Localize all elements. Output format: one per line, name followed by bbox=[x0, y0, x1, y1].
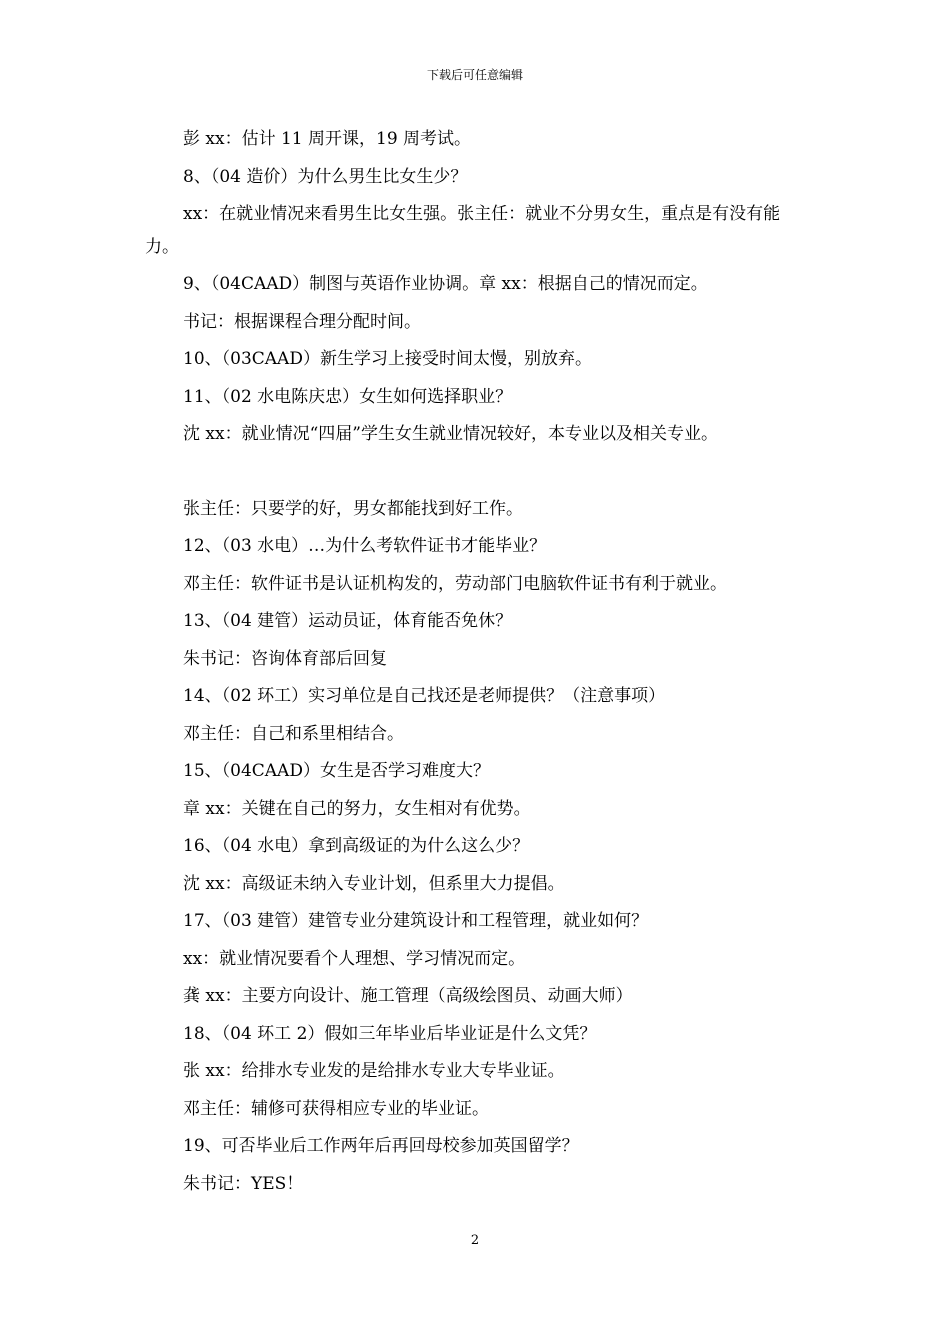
paragraph: 18、（04 环工 2）假如三年毕业后毕业证是什么文凭？ bbox=[183, 1023, 597, 1044]
paragraph: 朱书记：YES！ bbox=[183, 1173, 304, 1194]
paragraph: 11、（02 水电陈庆忠）女生如何选择职业？ bbox=[183, 386, 513, 407]
paragraph: 邓主任：辅修可获得相应专业的毕业证。 bbox=[183, 1098, 489, 1119]
paragraph: 13、（04 建管）运动员证，体育能否免休？ bbox=[183, 611, 513, 631]
paragraph: 沈 xx：高级证未纳入专业计划，但系里大力提倡。 bbox=[183, 873, 565, 894]
paragraph: 16、（04 水电）拿到高级证的为什么这么少？ bbox=[183, 836, 530, 856]
paragraph: 邓主任：软件证书是认证机构发的，劳动部门电脑软件证书有利于就业。 bbox=[183, 573, 727, 594]
document-body bbox=[145, 121, 810, 1203]
paragraph: 章 xx：关键在自己的努力，女生相对有优势。 bbox=[183, 798, 531, 819]
paragraph: 邓主任：自己和系里相结合。 bbox=[183, 723, 404, 744]
paragraph: xx：在就业情况来看男生比女生强。张主任：就业不分男女生，重点是有没有能力。 bbox=[145, 204, 781, 257]
paragraph: 张 xx：给排水专业发的是给排水专业大专毕业证。 bbox=[183, 1061, 565, 1081]
paragraph: 9、（04CAAD）制图与英语作业协调。章 xx：根据自己的情况而定。 bbox=[183, 274, 708, 294]
paragraph: 彭 xx：估计 11 周开课，19 周考试。 bbox=[183, 129, 472, 149]
paragraph: xx：就业情况要看个人理想、学习情况而定。 bbox=[183, 948, 526, 969]
paragraph: 12、（03 水电）…为什么考软件证书才能毕业？ bbox=[183, 536, 547, 556]
paragraph: 10、（03CAAD）新生学习上接受时间太慢，别放弃。 bbox=[183, 349, 592, 369]
paragraph: 19、可否毕业后工作两年后再回母校参加英国留学？ bbox=[183, 1136, 579, 1156]
paragraph: 书记：根据课程合理分配时间。 bbox=[183, 311, 421, 332]
page-header: 下载后可任意编辑 bbox=[426, 68, 523, 82]
paragraph: 龚 xx：主要方向设计、施工管理（高级绘图员、动画大师） bbox=[183, 986, 633, 1006]
blank-line bbox=[145, 454, 810, 491]
paragraph: 8、（04 造价）为什么男生比女生少？ bbox=[183, 166, 468, 187]
paragraph: 张主任：只要学的好，男女都能找到好工作。 bbox=[183, 498, 523, 519]
paragraph: 15、（04CAAD）女生是否学习难度大？ bbox=[183, 761, 490, 781]
paragraph: 14、（02 环工）实习单位是自己找还是老师提供？（注意事项） bbox=[183, 686, 666, 706]
paragraph: 朱书记：咨询体育部后回复 bbox=[183, 648, 387, 669]
paragraph: 17、（03 建管）建管专业分建筑设计和工程管理，就业如何？ bbox=[183, 911, 649, 931]
page-number: 2 bbox=[470, 1233, 480, 1248]
paragraph: 沈 xx：就业情况“四届”学生女生就业情况较好，本专业以及相关专业。 bbox=[183, 424, 718, 444]
